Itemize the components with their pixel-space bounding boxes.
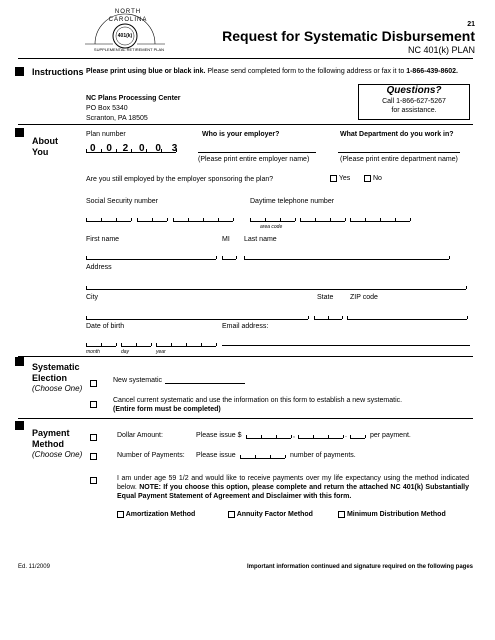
dollar-amount-label: Dollar Amount: xyxy=(117,432,163,439)
first-name-field[interactable] xyxy=(86,253,216,260)
phone-label: Daytime telephone number xyxy=(250,198,335,205)
dollar-amount-checkbox[interactable] xyxy=(90,434,97,441)
amortization-label: Amortization Method xyxy=(125,511,196,518)
min-distribution-label: Minimum Distribution Method xyxy=(346,511,446,518)
divider xyxy=(18,418,473,419)
day-label: day xyxy=(121,349,130,355)
yes-checkbox[interactable] xyxy=(330,175,337,182)
min-distribution-option[interactable] xyxy=(338,510,446,519)
employer-field[interactable] xyxy=(198,152,316,153)
logo-bottom-text: SUPPLEMENTAL RETIREMENT PLAN xyxy=(93,47,165,52)
dollar-amount-option[interactable] xyxy=(90,429,97,447)
address-field[interactable] xyxy=(86,283,466,290)
payment-heading-1: Payment xyxy=(32,428,70,438)
section-marker xyxy=(15,421,24,430)
email-label: Email address: xyxy=(222,323,269,330)
dob-label: Date of birth xyxy=(86,323,125,330)
systematic-heading-2: Election xyxy=(32,373,68,383)
yes-label: Yes xyxy=(338,175,351,182)
questions-title: Questions? xyxy=(386,85,442,96)
last-name-label: Last name xyxy=(244,236,277,243)
page-title: Request for Systematic Disbursement xyxy=(222,28,475,44)
comma: , xyxy=(293,432,295,439)
employer-hint: (Please print entire employer name) xyxy=(198,156,310,163)
ssn-field-3[interactable] xyxy=(173,215,233,222)
amortization-option[interactable] xyxy=(117,510,195,519)
phone-prefix-field[interactable] xyxy=(300,215,345,222)
plan-number-value: 0 0 2 0 0 3 xyxy=(90,143,182,154)
footer-edition: Ed. 11/2009 xyxy=(18,564,50,570)
cents-field[interactable] xyxy=(350,432,365,439)
employer-label: Who is your employer? xyxy=(202,131,280,138)
fax-number: 1-866-439-8602. xyxy=(406,68,458,75)
amortization-checkbox[interactable] xyxy=(117,511,124,518)
address-line1: PO Box 5340 xyxy=(86,105,128,112)
year-label: year xyxy=(156,349,166,355)
under-age-text xyxy=(117,474,469,501)
last-name-field[interactable] xyxy=(244,253,449,260)
address-name: NC Plans Processing Center xyxy=(86,95,181,102)
department-hint: (Please print entire department name) xyxy=(340,156,458,163)
instructions-heading: Instructions xyxy=(32,67,84,77)
ssn-field-1[interactable] xyxy=(86,215,131,222)
cancel-option[interactable] xyxy=(90,396,97,414)
new-systematic-field[interactable] xyxy=(165,383,245,384)
decimal-point: . xyxy=(345,432,347,439)
department-field[interactable] xyxy=(338,152,460,153)
number-payments-text: Please issue xyxy=(196,452,236,459)
under-age-note: NOTE: If you choose this option, please complete and return the attached NC 401(k) Substantially Equal Payment Statement of Agreement and Disclaimer with this form. xyxy=(117,484,470,500)
annuity-checkbox[interactable] xyxy=(228,511,235,518)
about-heading-2: You xyxy=(32,147,49,157)
dob-day-field[interactable] xyxy=(121,340,151,347)
questions-tail: for assistance. xyxy=(391,107,437,114)
under-age-option[interactable] xyxy=(90,472,97,490)
systematic-heading-3: (Choose One) xyxy=(32,384,83,393)
min-distribution-checkbox[interactable] xyxy=(338,511,345,518)
logo-seal-text: 401(k) xyxy=(117,33,133,39)
questions-box xyxy=(358,84,470,120)
area-code-label: area code xyxy=(260,224,283,230)
ssn-label: Social Security number xyxy=(86,198,158,205)
address-label: Address xyxy=(86,264,112,271)
phone-area-field[interactable] xyxy=(250,215,295,222)
payment-heading-3: (Choose One) xyxy=(32,450,83,459)
dollar-field-1[interactable] xyxy=(246,432,291,439)
section-marker xyxy=(15,357,24,366)
city-field[interactable] xyxy=(86,313,308,320)
city-label: City xyxy=(86,294,99,301)
number-payments-checkbox[interactable] xyxy=(90,453,97,460)
zip-label: ZIP code xyxy=(350,294,378,301)
cancel-checkbox[interactable] xyxy=(90,401,97,408)
mi-field[interactable] xyxy=(222,253,236,260)
phone-line-field[interactable] xyxy=(350,215,410,222)
state-label: State xyxy=(317,294,334,301)
annuity-option[interactable] xyxy=(228,510,313,519)
zip-field[interactable] xyxy=(347,313,467,320)
section-marker xyxy=(15,128,24,137)
dob-month-field[interactable] xyxy=(86,340,116,347)
instructions-body: Please send completed form to the following address or fax it to xyxy=(205,68,407,75)
first-name-label: First name xyxy=(86,236,120,243)
payment-heading-2: Method xyxy=(32,439,64,449)
questions-phone: Call 1-866-627-5267 xyxy=(382,98,446,105)
header-divider xyxy=(18,58,473,59)
new-systematic-checkbox[interactable] xyxy=(90,380,97,387)
dollar-amount-tail: per payment. xyxy=(370,432,411,439)
section-marker xyxy=(15,67,24,76)
yes-option[interactable] xyxy=(330,174,350,183)
no-option[interactable] xyxy=(364,174,382,183)
dob-year-field[interactable] xyxy=(156,340,216,347)
new-systematic-label: New systematic xyxy=(113,377,163,384)
annuity-label: Annuity Factor Method xyxy=(236,511,313,518)
number-payments-field[interactable] xyxy=(240,452,285,459)
dollar-field-2[interactable] xyxy=(298,432,343,439)
plan-number-combs xyxy=(86,146,176,153)
state-field[interactable] xyxy=(314,313,342,320)
footer-note: Important information continued and signature required on the following pages xyxy=(246,564,473,570)
page-number: 21 xyxy=(467,21,475,28)
mi-label: MI xyxy=(222,236,230,243)
logo-top-text: NORTH CAROLINA xyxy=(108,9,148,23)
email-field[interactable] xyxy=(222,345,470,346)
no-label: No xyxy=(372,175,382,182)
still-employed-question: Are you still employed by the employer sponsoring the plan? xyxy=(86,176,274,183)
divider xyxy=(18,124,473,125)
month-label: month xyxy=(86,349,100,355)
under-age-checkbox[interactable] xyxy=(90,477,97,484)
instructions-bold: Please print using blue or black ink. xyxy=(86,68,206,75)
no-checkbox[interactable] xyxy=(364,175,371,182)
address-line2: Scranton, PA 18505 xyxy=(86,115,148,122)
plan-number-label: Plan number xyxy=(86,131,126,138)
ssn-field-2[interactable] xyxy=(137,215,167,222)
department-label: What Department do you work in? xyxy=(340,131,454,138)
cancel-label: Cancel current systematic and use the information on this form to establish a new systematic. xyxy=(113,397,403,404)
divider xyxy=(18,356,473,357)
under-age-body: I am under age 59 1/2 and would like to receive payments over my life expectancy using the method indicated below. xyxy=(117,475,469,491)
new-systematic-option[interactable] xyxy=(90,375,97,393)
cancel-note: (Entire form must be completed) xyxy=(113,406,221,413)
page-subtitle: NC 401(k) PLAN xyxy=(407,45,475,55)
number-payments-label: Number of Payments: xyxy=(117,452,185,459)
instructions-text xyxy=(86,67,474,76)
number-payments-option[interactable] xyxy=(90,448,97,466)
about-heading-1: About xyxy=(32,136,58,146)
systematic-heading-1: Systematic xyxy=(32,362,80,372)
number-payments-tail: number of payments. xyxy=(290,452,356,459)
dollar-amount-text: Please issue $ xyxy=(196,432,242,439)
